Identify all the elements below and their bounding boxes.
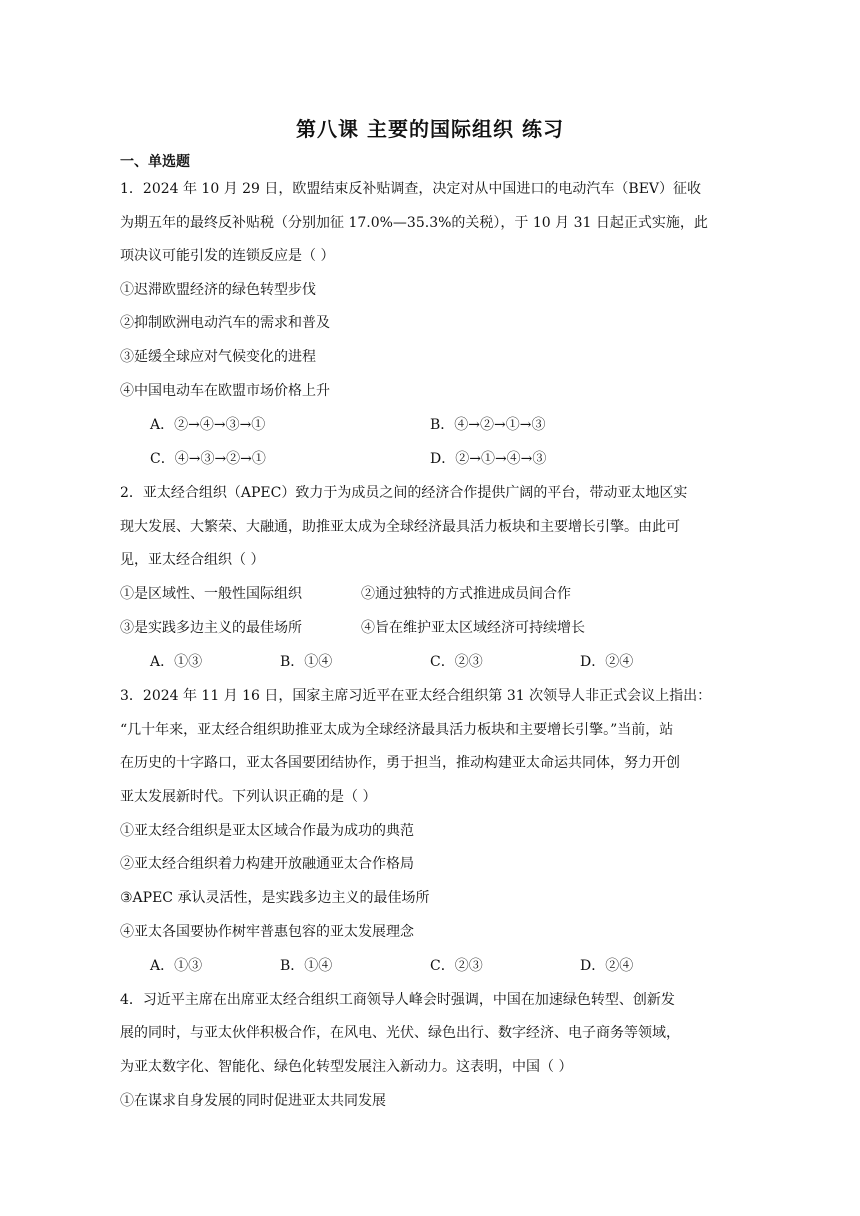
q3-option-d: D．②④	[580, 958, 634, 974]
q2-statement: ①是区域性、一般性国际组织	[120, 586, 302, 602]
q2-text-line: 见，亚太经合组织（ ）	[120, 552, 265, 568]
q1-option-d: D．②→①→④→③	[430, 451, 547, 467]
q3-text-line: “几十年来，亚太经合组织助推亚太成为全球经济最具活力板块和主要增长引擎。”当前，站	[120, 722, 674, 738]
q2-option-b: B．①④	[280, 654, 333, 670]
q1-statement: ④中国电动车在欧盟市场价格上升	[120, 383, 330, 399]
q1-option-c: C．④→③→②→①	[150, 451, 266, 467]
q1-option-a: A．②→④→③→①	[150, 417, 266, 433]
q4-statement: ①在谋求自身发展的同时促进亚太共同发展	[120, 1093, 386, 1109]
q1-statement: ①迟滞欧盟经济的绿色转型步伐	[120, 282, 316, 298]
q2-statement: ④旨在维护亚太区域经济可持续增长	[361, 620, 585, 636]
q3-statement: ④亚太各国要协作树牢普惠包容的亚太发展理念	[120, 924, 414, 940]
q3-text-line: 在历史的十字路口，亚太各国要团结协作，勇于担当，推动构建亚太命运共同体，努力开创	[120, 755, 680, 771]
q3-statement: ①亚太经合组织是亚太区域合作最为成功的典范	[120, 823, 414, 839]
q1-text-line: 为期五年的最终反补贴税（分别加征 17.0%—35.3%的关税），于 10 月 31 日起正式实施，此	[120, 215, 708, 231]
q1-text-line: 项决议可能引发的连锁反应是（ ）	[120, 248, 335, 264]
q3-option-c: C．②③	[430, 958, 483, 974]
q4-text-line: 4．习近平主席在出席亚太经合组织工商领导人峰会时强调，中国在加速绿色转型、创新发	[120, 992, 675, 1008]
q2-option-a: A．①③	[150, 654, 203, 670]
q3-text-line: 3．2024 年 11 月 16 日，国家主席习近平在亚太经合组织第 31 次领导人非正式会议上指出：	[120, 688, 712, 704]
q2-statement: ②通过独特的方式推进成员间合作	[361, 586, 571, 602]
q2-option-d: D．②④	[580, 654, 634, 670]
q2-statement: ③是实践多边主义的最佳场所	[120, 620, 302, 636]
q3-option-a: A．①③	[150, 958, 203, 974]
q3-statement: ②亚太经合组织着力构建开放融通亚太合作格局	[120, 856, 414, 872]
page-title: 第八课 主要的国际组织 练习	[296, 117, 564, 141]
q1-option-b: B．④→②→①→③	[430, 417, 546, 433]
q1-statement: ②抑制欧洲电动汽车的需求和普及	[120, 315, 330, 331]
q1-text-line: 1．2024 年 10 月 29 日，欧盟结束反补贴调查，决定对从中国进口的电动汽车（BEV）征收	[120, 181, 702, 197]
q4-text-line: 为亚太数字化、智能化、绿色化转型发展注入新动力。这表明，中国（ ）	[120, 1059, 573, 1075]
q3-text-line: 亚太发展新时代。下列认识正确的是（ ）	[120, 789, 377, 805]
q2-text-line: 2．亚太经合组织（APEC）致力于为成员之间的经济合作提供广阔的平台，带动亚太地区实	[120, 485, 688, 501]
q4-text-line: 展的同时，与亚太伙伴积极合作，在风电、光伏、绿色出行、数字经济、电子商务等领域，	[120, 1025, 680, 1041]
section-heading: 一、单选题	[120, 154, 190, 170]
q3-statement: ③APEC 承认灵活性，是实践多边主义的最佳场所	[120, 890, 430, 906]
q2-text-line: 现大发展、大繁荣、大融通，助推亚太成为全球经济最具活力板块和主要增长引擎。由此可	[120, 519, 680, 535]
q2-option-c: C．②③	[430, 654, 483, 670]
q1-statement: ③延缓全球应对气候变化的进程	[120, 349, 316, 365]
q3-option-b: B．①④	[280, 958, 333, 974]
